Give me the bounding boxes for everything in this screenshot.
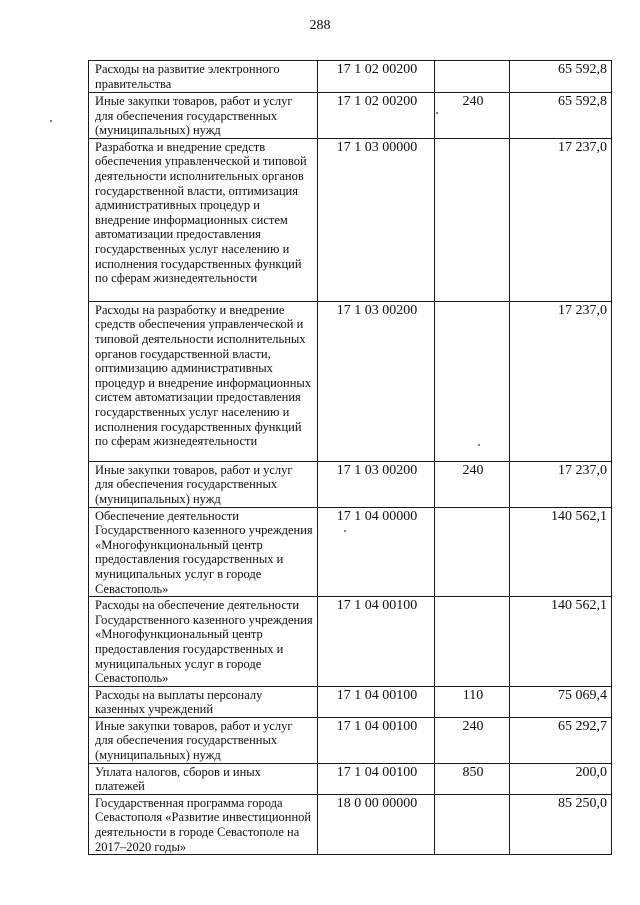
row-sum: 65 292,7 — [510, 717, 612, 763]
row-code: 17 1 04 00100 — [318, 717, 435, 763]
row-code: 17 1 03 00200 — [318, 301, 435, 461]
row-kvr — [435, 794, 510, 854]
row-code: 17 1 03 00000 — [318, 138, 435, 301]
row-sum: 200,0 — [510, 763, 612, 794]
row-name: Уплата налогов, сборов и иных платежей — [89, 763, 318, 794]
row-code: 18 0 00 00000 — [318, 794, 435, 854]
row-kvr: 850 — [435, 763, 510, 794]
row-code: 17 1 04 00000 — [318, 507, 435, 597]
row-code: 17 1 02 00200 — [318, 61, 435, 93]
row-sum: 85 250,0 — [510, 794, 612, 854]
row-name: Расходы на развитие электронного правительства — [89, 61, 318, 93]
row-sum: 17 237,0 — [510, 301, 612, 461]
table-row — [89, 301, 612, 461]
row-sum: 75 069,4 — [510, 686, 612, 717]
row-code: 17 1 04 00100 — [318, 686, 435, 717]
row-code: 17 1 02 00200 — [318, 93, 435, 139]
row-code: 17 1 04 00100 — [318, 763, 435, 794]
row-name: Иные закупки товаров, работ и услуг для обеспечения государственных (муниципальных) нужд — [89, 717, 318, 763]
row-name: Иные закупки товаров, работ и услуг для обеспечения государственных (муниципальных) нужд — [89, 93, 318, 139]
row-kvr — [435, 61, 510, 93]
table-row — [89, 461, 612, 507]
row-kvr: 240 — [435, 461, 510, 507]
row-name: Расходы на разработку и внедрение средств обеспечения управленческой и типовой деятельности исполнительных органов государственной власти, оптимизацию административных процедур и внедрение информационных систем автоматизации предоставления государственных услуг населению и исполнения государственных функций по сферам жизнедеятельности — [89, 301, 318, 461]
row-name: Иные закупки товаров, работ и услуг для обеспечения государственных (муниципальных) нужд — [89, 461, 318, 507]
row-kvr — [435, 138, 510, 301]
row-code: 17 1 03 00200 — [318, 461, 435, 507]
row-sum: 65 592,8 — [510, 93, 612, 139]
row-name: Разработка и внедрение средств обеспечения управленческой и типовой деятельности исполнительных органов государственной власти, оптимизация административных процедур и внедрение информационных систем автоматизации предоставления государственных услуг населению и исполнения государственных функций по сферам жизнедеятельности — [89, 138, 318, 301]
row-name: Расходы на обеспечение деятельности Государственного казенного учреждения «Многофункциональный центр предоставления государственных и муниципальных услуг в городе Севастополь» — [89, 597, 318, 687]
table-row — [89, 597, 612, 687]
row-kvr: 240 — [435, 93, 510, 139]
row-sum: 140 562,1 — [510, 507, 612, 597]
table-row — [89, 794, 612, 854]
table-row — [89, 763, 612, 794]
table-row — [89, 686, 612, 717]
scan-speck — [344, 530, 346, 532]
table-row — [89, 61, 612, 93]
scan-speck — [50, 120, 52, 122]
row-sum: 17 237,0 — [510, 461, 612, 507]
row-kvr: 240 — [435, 717, 510, 763]
row-sum: 65 592,8 — [510, 61, 612, 93]
budget-table — [88, 60, 612, 855]
scan-speck — [436, 112, 438, 114]
row-kvr: 110 — [435, 686, 510, 717]
row-kvr — [435, 301, 510, 461]
row-code: 17 1 04 00100 — [318, 597, 435, 687]
table-row — [89, 717, 612, 763]
table-row — [89, 507, 612, 597]
table-row — [89, 138, 612, 301]
row-kvr — [435, 597, 510, 687]
table-row — [89, 93, 612, 139]
row-sum: 17 237,0 — [510, 138, 612, 301]
row-name: Расходы на выплаты персоналу казенных учреждений — [89, 686, 318, 717]
row-sum: 140 562,1 — [510, 597, 612, 687]
row-name: Обеспечение деятельности Государственного казенного учреждения «Многофункциональный центр предоставления государственных и муниципальных услуг в городе Севастополь» — [89, 507, 318, 597]
row-name: Государственная программа города Севастополя «Развитие инвестиционной деятельности в городе Севастополе на 2017–2020 годы» — [89, 794, 318, 854]
row-kvr — [435, 507, 510, 597]
scan-speck — [478, 444, 480, 446]
page-number: 288 — [309, 18, 331, 33]
